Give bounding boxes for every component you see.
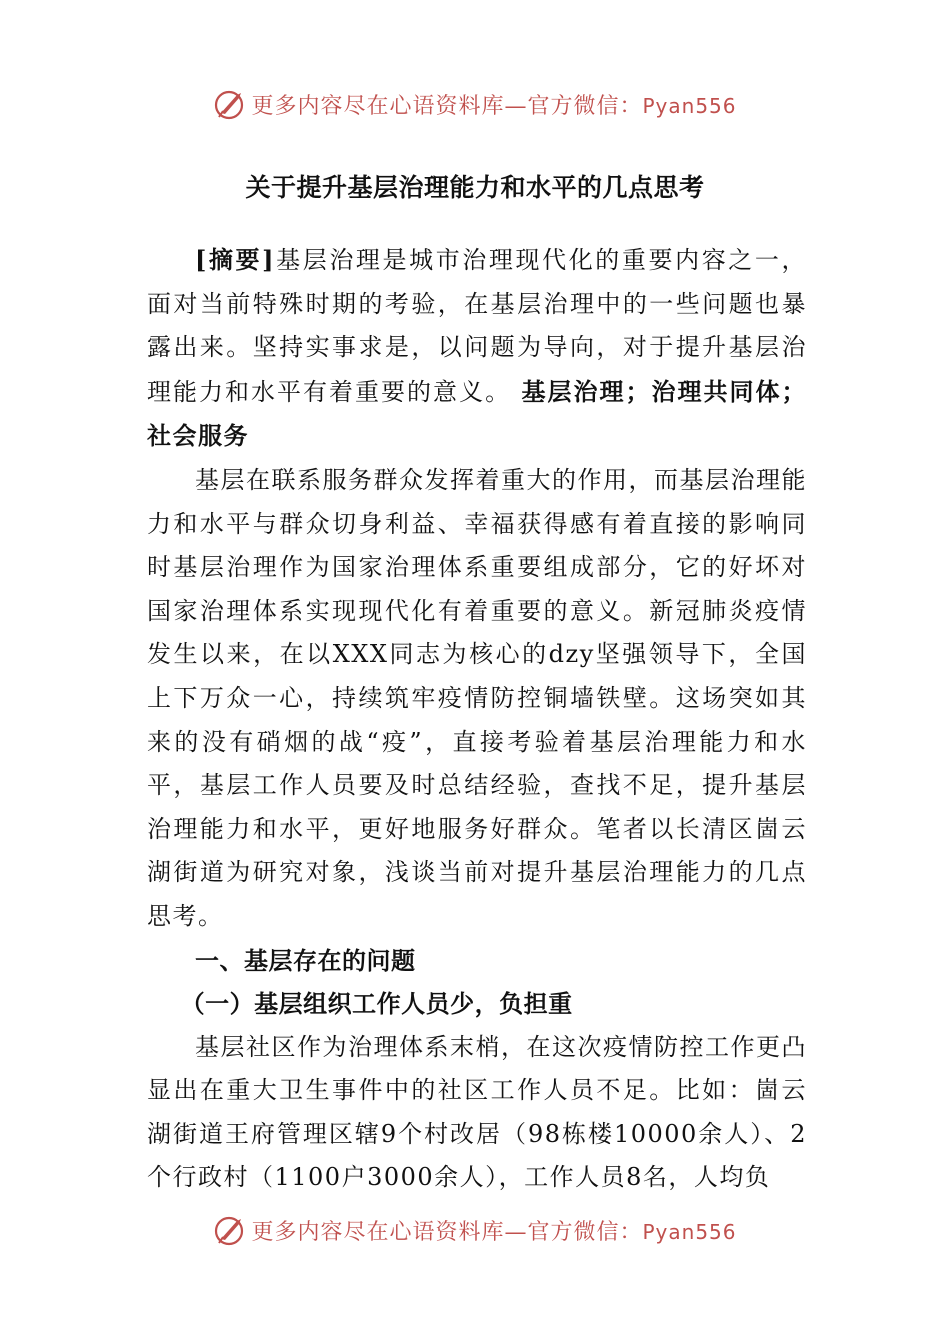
intro-paragraph: 基层在联系服务群众发挥着重大的作用，而基层治理能力和水平与群众切身利益、幸福获得感有着直接的影响同时基层治理作为国家治理体系重要组成部分，它的好坏对国家治理体系实现现代化有着重要的意义。新冠肺炎疫情发生以来，在以XXX同志为核心的dzy坚强领导下，全国上下万众一心，持续筑牢疫情防控铜墙铁壁。这场突如其来的没有硝烟的战“疫”，直接考验着基层治理能力和水平，基层工作人员要及时总结经验，查找不足，提升基层治理能力和水平，更好地服务好群众。笔者以长清区崮云湖街道为研究对象，浅谈当前对提升基层治理能力的几点思考。	[147, 465, 807, 930]
document-title: 关于提升基层治理能力和水平的几点思考	[245, 173, 705, 202]
subsection-paragraph: 基层社区作为治理体系末梢，在这次疫情防控工作更凸显出在重大卫生事件中的社区工作人员不足。比如：崮云湖街道王府管理区辖9个村改居（98栋楼10000余人）、2个行政村（1100户3000余人），工作人员8名，人均负	[147, 1032, 807, 1192]
abstract-text: 基层治理是城市治理现代化的重要内容之一，面对当前特殊时期的考验，在基层治理中的一些问题也暴露出来。坚持实事求是，以问题为导向，对于提升基层治理能力和水平有着重要的意义。	[147, 246, 807, 406]
document-body	[147, 238, 807, 1200]
section-heading: 一、基层存在的问题	[195, 945, 416, 975]
banner-text: 更多内容尽在心语资料库—官方微信：Pyan556	[251, 93, 737, 119]
footer-banner	[0, 1210, 950, 1250]
header-banner	[0, 84, 950, 124]
abstract-paragraph	[147, 238, 807, 459]
quill-logo-icon	[213, 87, 247, 121]
abstract-label: [摘要]	[195, 245, 276, 274]
banner-text: 更多内容尽在心语资料库—官方微信：Pyan556	[251, 1219, 737, 1245]
keywords: 基层治理；治理共同体；社会服务	[147, 376, 807, 451]
subsection-heading: （一）基层组织工作人员少，负担重	[180, 989, 573, 1019]
quill-logo-icon	[213, 1213, 247, 1247]
